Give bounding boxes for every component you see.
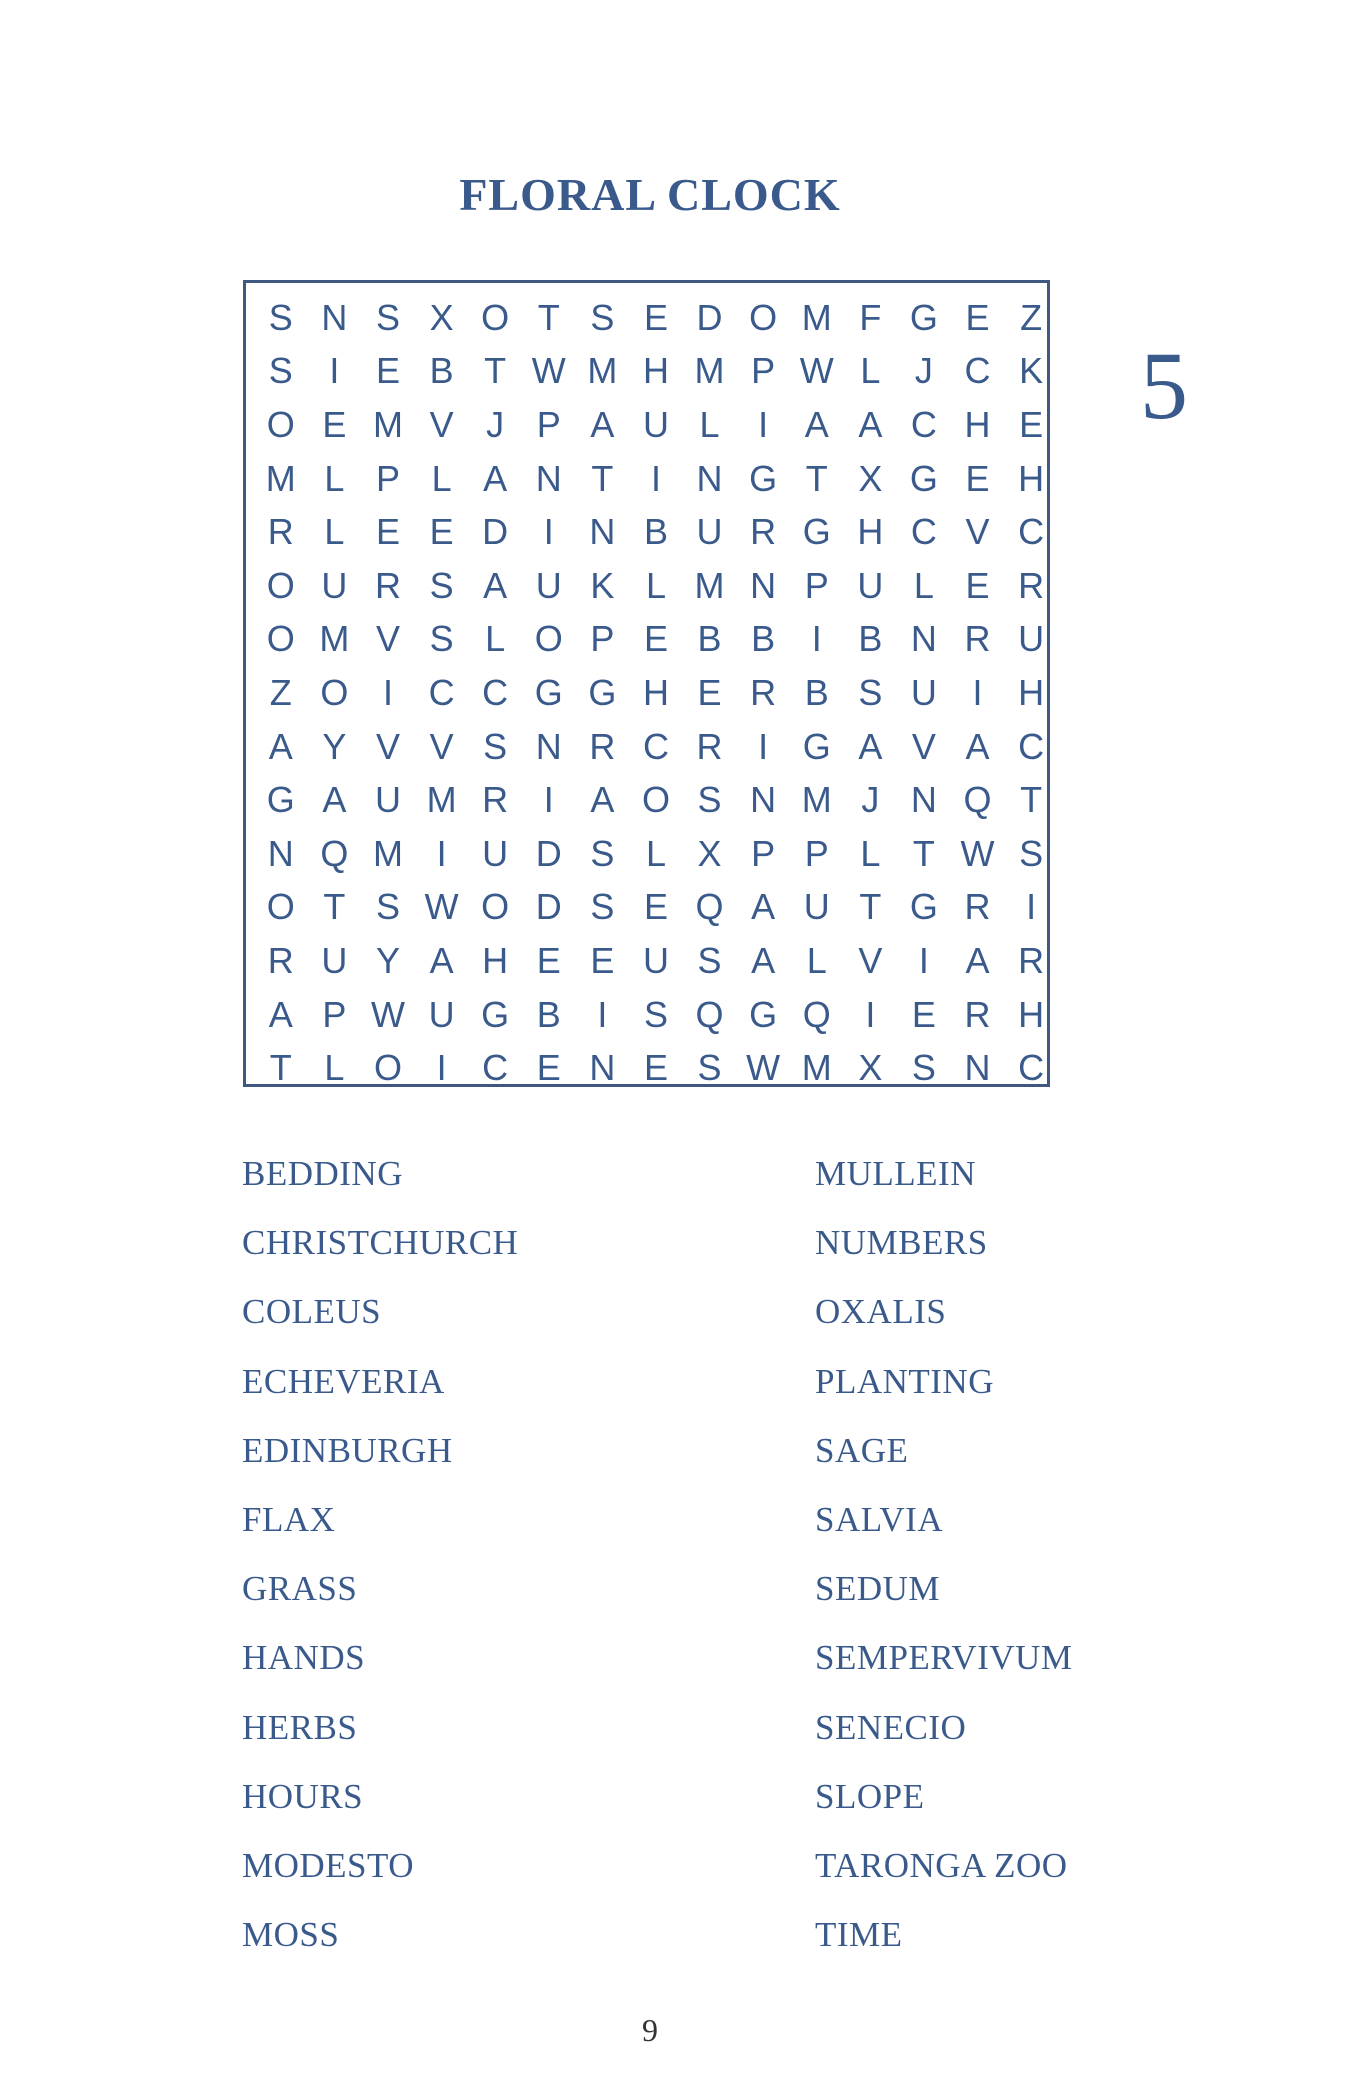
word-list-item: COLEUS: [242, 1292, 382, 1332]
grid-cell[interactable]: V: [375, 618, 400, 660]
grid-cell[interactable]: J: [486, 403, 505, 445]
grid-cell[interactable]: T: [859, 886, 882, 928]
grid-cell[interactable]: Y: [375, 939, 400, 981]
word-list-item: MULLEIN: [815, 1154, 976, 1193]
grid-cell[interactable]: A: [322, 779, 347, 821]
grid-cell[interactable]: S: [697, 1047, 722, 1089]
grid-cell[interactable]: T: [1020, 779, 1043, 821]
grid-cell[interactable]: C: [964, 350, 991, 392]
grid-cell[interactable]: I: [436, 1047, 447, 1089]
grid-cell[interactable]: C: [642, 725, 669, 767]
grid-cell[interactable]: I: [329, 350, 340, 392]
grid-cell[interactable]: C: [910, 403, 937, 445]
grid-cell[interactable]: T: [269, 1047, 292, 1089]
grid-cell[interactable]: I: [865, 993, 876, 1035]
grid-cell[interactable]: U: [696, 511, 723, 553]
grid-cell[interactable]: O: [534, 618, 563, 660]
grid-cell[interactable]: O: [266, 618, 295, 660]
grid-cell[interactable]: R: [696, 725, 723, 767]
grid-cell[interactable]: N: [696, 457, 723, 499]
grid-cell[interactable]: S: [429, 618, 454, 660]
grid-cell[interactable]: C: [1018, 1047, 1045, 1089]
grid-cell[interactable]: G: [909, 296, 938, 338]
grid-cell[interactable]: A: [858, 725, 883, 767]
grid-cell[interactable]: E: [375, 511, 400, 553]
grid-cell[interactable]: Q: [802, 993, 831, 1035]
grid-cell[interactable]: E: [965, 296, 990, 338]
grid-cell[interactable]: A: [590, 403, 615, 445]
grid-cell[interactable]: P: [751, 350, 776, 392]
grid-cell[interactable]: A: [804, 403, 829, 445]
grid-cell[interactable]: Q: [320, 832, 349, 874]
grid-cell[interactable]: G: [266, 779, 295, 821]
grid-cell[interactable]: I: [543, 511, 554, 553]
grid-cell[interactable]: G: [749, 457, 778, 499]
grid-cell[interactable]: R: [964, 993, 991, 1035]
grid-cell[interactable]: N: [910, 779, 937, 821]
grid-cell[interactable]: E: [965, 457, 990, 499]
grid-cell[interactable]: E: [1019, 403, 1044, 445]
grid-cell[interactable]: T: [537, 296, 560, 338]
grid-cell[interactable]: S: [858, 671, 883, 713]
word-list-left: [242, 1148, 518, 1978]
grid-cell[interactable]: R: [964, 618, 991, 660]
grid-cell[interactable]: R: [267, 939, 294, 981]
grid-cell[interactable]: P: [536, 403, 561, 445]
grid-cell[interactable]: L: [324, 457, 345, 499]
grid-cell[interactable]: U: [428, 993, 455, 1035]
grid-cell[interactable]: H: [642, 671, 669, 713]
grid-cell[interactable]: O: [373, 1047, 402, 1089]
grid-cell[interactable]: U: [857, 564, 884, 606]
grid-cell[interactable]: C: [482, 1047, 509, 1089]
grid-cell[interactable]: A: [858, 403, 883, 445]
grid-cell[interactable]: L: [913, 564, 934, 606]
grid-cell[interactable]: X: [858, 1047, 883, 1089]
grid-cell[interactable]: A: [965, 725, 990, 767]
word-list-item: BEDDING: [242, 1154, 403, 1193]
grid-cell[interactable]: S: [697, 939, 722, 981]
grid-cell[interactable]: T: [323, 886, 346, 928]
grid-cell[interactable]: U: [374, 779, 401, 821]
grid-cell[interactable]: C: [428, 671, 455, 713]
grid-cell[interactable]: G: [802, 511, 831, 553]
grid-cell[interactable]: G: [588, 671, 617, 713]
grid-cell[interactable]: L: [485, 618, 506, 660]
grid-cell[interactable]: V: [911, 725, 936, 767]
grid-cell[interactable]: B: [858, 618, 883, 660]
grid-cell[interactable]: G: [481, 993, 510, 1035]
word-list-item: NUMBERS: [815, 1223, 988, 1263]
grid-cell[interactable]: T: [484, 350, 507, 392]
grid-cell[interactable]: S: [643, 993, 668, 1035]
grid-cell[interactable]: B: [751, 618, 776, 660]
grid-cell[interactable]: X: [697, 832, 722, 874]
grid-cell[interactable]: I: [650, 457, 661, 499]
grid-cell[interactable]: G: [802, 725, 831, 767]
grid-cell[interactable]: S: [375, 886, 400, 928]
grid-cell[interactable]: R: [374, 564, 401, 606]
grid-cell[interactable]: D: [696, 296, 723, 338]
grid-cell[interactable]: A: [483, 564, 508, 606]
grid-cell[interactable]: P: [375, 457, 400, 499]
grid-cell[interactable]: H: [482, 939, 509, 981]
grid-cell[interactable]: O: [749, 296, 778, 338]
grid-cell[interactable]: M: [319, 618, 350, 660]
grid-cell[interactable]: N: [910, 618, 937, 660]
grid-cell[interactable]: R: [482, 779, 509, 821]
grid-cell[interactable]: E: [697, 671, 722, 713]
grid-cell[interactable]: U: [642, 939, 669, 981]
grid-cell[interactable]: X: [858, 457, 883, 499]
grid-cell[interactable]: R: [750, 511, 777, 553]
grid-cell[interactable]: D: [535, 886, 562, 928]
grid-cell[interactable]: M: [801, 296, 832, 338]
grid-cell[interactable]: P: [322, 993, 347, 1035]
grid-cell[interactable]: N: [750, 779, 777, 821]
grid-cell[interactable]: M: [801, 1047, 832, 1089]
grid-cell[interactable]: T: [805, 457, 828, 499]
grid-cell[interactable]: S: [590, 296, 615, 338]
grid-cell[interactable]: Q: [695, 886, 724, 928]
word-list-item: HANDS: [242, 1638, 366, 1678]
grid-cell[interactable]: W: [960, 832, 995, 874]
grid-cell[interactable]: E: [643, 886, 668, 928]
grid-cell[interactable]: G: [534, 671, 563, 713]
grid-cell[interactable]: S: [483, 725, 508, 767]
grid-cell[interactable]: S: [697, 779, 722, 821]
grid-cell[interactable]: P: [590, 618, 615, 660]
grid-cell[interactable]: O: [266, 403, 295, 445]
grid-cell[interactable]: E: [429, 511, 454, 553]
grid-cell[interactable]: E: [643, 1047, 668, 1089]
grid-cell[interactable]: L: [860, 832, 881, 874]
word-list-item: HOURS: [242, 1776, 364, 1816]
puzzle-number: 5: [1140, 332, 1188, 439]
grid-cell[interactable]: T: [591, 457, 614, 499]
grid-cell[interactable]: I: [811, 618, 822, 660]
grid-cell[interactable]: Q: [695, 993, 724, 1035]
grid-cell[interactable]: L: [860, 350, 881, 392]
grid-cell[interactable]: I: [436, 832, 447, 874]
grid-cell[interactable]: L: [324, 511, 345, 553]
grid-cell[interactable]: O: [481, 296, 510, 338]
grid-cell[interactable]: U: [535, 564, 562, 606]
grid-cell[interactable]: K: [590, 564, 615, 606]
grid-cell[interactable]: H: [1018, 671, 1045, 713]
grid-cell[interactable]: N: [589, 1047, 616, 1089]
grid-cell[interactable]: I: [597, 993, 608, 1035]
word-list-item: FLAX: [242, 1499, 336, 1539]
word-list-item: ECHEVERIA: [242, 1361, 445, 1401]
grid-cell[interactable]: E: [375, 350, 400, 392]
word-list-item: PLANTING: [815, 1361, 994, 1401]
grid-cell[interactable]: S: [429, 564, 454, 606]
grid-cell[interactable]: N: [589, 511, 616, 553]
grid-cell[interactable]: A: [751, 886, 776, 928]
grid-cell[interactable]: N: [535, 725, 562, 767]
grid-cell[interactable]: E: [965, 564, 990, 606]
grid-cell[interactable]: R: [1018, 939, 1045, 981]
grid-cell[interactable]: S: [590, 886, 615, 928]
grid-cell[interactable]: O: [641, 779, 670, 821]
grid-cell[interactable]: O: [481, 886, 510, 928]
grid-cell[interactable]: N: [964, 1047, 991, 1089]
grid-cell[interactable]: C: [910, 511, 937, 553]
grid-cell[interactable]: E: [911, 993, 936, 1035]
word-list-item: EDINBURGH: [242, 1430, 453, 1470]
grid-cell[interactable]: M: [372, 403, 403, 445]
grid-cell[interactable]: Z: [269, 671, 292, 713]
grid-cell[interactable]: V: [429, 725, 454, 767]
grid-cell[interactable]: S: [268, 350, 293, 392]
grid-cell[interactable]: C: [1018, 511, 1045, 553]
grid-cell[interactable]: W: [746, 1047, 781, 1089]
grid-cell[interactable]: N: [750, 564, 777, 606]
grid-cell[interactable]: S: [268, 296, 293, 338]
grid-cell[interactable]: V: [375, 725, 400, 767]
grid-cell[interactable]: I: [382, 671, 393, 713]
grid-cell[interactable]: L: [431, 457, 452, 499]
grid-cell[interactable]: I: [758, 725, 769, 767]
grid-cell[interactable]: U: [321, 564, 348, 606]
grid-cell[interactable]: Z: [1020, 296, 1043, 338]
grid-cell[interactable]: G: [909, 886, 938, 928]
grid-cell[interactable]: B: [697, 618, 722, 660]
grid-cell[interactable]: D: [535, 832, 562, 874]
grid-cell[interactable]: E: [536, 1047, 561, 1089]
grid-cell[interactable]: B: [804, 671, 829, 713]
puzzle-title: FLORAL CLOCK: [459, 169, 841, 220]
grid-cell[interactable]: U: [321, 939, 348, 981]
grid-cell[interactable]: H: [1018, 457, 1045, 499]
grid-cell[interactable]: M: [587, 350, 618, 392]
grid-cell[interactable]: L: [806, 939, 827, 981]
grid-cell[interactable]: A: [751, 939, 776, 981]
word-list-item: GRASS: [242, 1569, 358, 1609]
grid-cell[interactable]: Y: [322, 725, 347, 767]
word-list-item: MOSS: [242, 1915, 340, 1955]
grid-cell[interactable]: F: [859, 296, 882, 338]
grid-cell[interactable]: R: [964, 886, 991, 928]
grid-cell[interactable]: A: [965, 939, 990, 981]
grid-cell[interactable]: N: [267, 832, 294, 874]
grid-cell[interactable]: P: [804, 832, 829, 874]
word-list-item: SEDUM: [815, 1569, 941, 1609]
grid-cell[interactable]: O: [266, 886, 295, 928]
grid-cell[interactable]: G: [909, 457, 938, 499]
word-list-item: SALVIA: [815, 1499, 944, 1539]
grid-cell[interactable]: S: [375, 296, 400, 338]
grid-cell[interactable]: B: [429, 350, 454, 392]
grid-cell[interactable]: M: [265, 457, 296, 499]
grid-cell[interactable]: C: [482, 671, 509, 713]
grid-cell[interactable]: X: [429, 296, 454, 338]
grid-cell[interactable]: J: [914, 350, 933, 392]
grid-cell[interactable]: R: [1018, 564, 1045, 606]
grid-cell[interactable]: O: [266, 564, 295, 606]
grid-cell[interactable]: E: [643, 296, 668, 338]
grid-cell[interactable]: M: [694, 564, 725, 606]
grid-cell[interactable]: W: [531, 350, 566, 392]
grid-cell[interactable]: S: [1019, 832, 1044, 874]
grid-cell[interactable]: U: [642, 403, 669, 445]
grid-cell[interactable]: L: [324, 1047, 345, 1089]
grid-cell[interactable]: Q: [963, 779, 992, 821]
grid-cell[interactable]: B: [536, 993, 561, 1035]
grid-cell[interactable]: K: [1019, 350, 1044, 392]
grid-cell[interactable]: R: [750, 671, 777, 713]
grid-cell[interactable]: U: [910, 671, 937, 713]
grid-cell[interactable]: O: [320, 671, 349, 713]
grid-cell[interactable]: H: [964, 403, 991, 445]
page-number: 9: [642, 2012, 658, 2048]
grid-cell[interactable]: W: [370, 993, 405, 1035]
grid-cell[interactable]: E: [322, 403, 347, 445]
word-list-item: HERBS: [242, 1707, 358, 1747]
word-list-item: SAGE: [815, 1430, 909, 1470]
grid-cell[interactable]: A: [268, 725, 293, 767]
grid-cell[interactable]: A: [483, 457, 508, 499]
word-list-item: CHRISTCHURCH: [242, 1223, 519, 1263]
grid-cell[interactable]: D: [482, 511, 509, 553]
grid-cell[interactable]: I: [543, 779, 554, 821]
grid-cell[interactable]: N: [321, 296, 348, 338]
grid-cell[interactable]: E: [590, 939, 615, 981]
grid-cell[interactable]: U: [482, 832, 509, 874]
grid-cell[interactable]: U: [803, 886, 830, 928]
grid-cell[interactable]: A: [590, 779, 615, 821]
grid-cell[interactable]: S: [590, 832, 615, 874]
grid-cell[interactable]: L: [645, 564, 666, 606]
grid-cell[interactable]: B: [643, 511, 668, 553]
grid-cell[interactable]: L: [699, 403, 720, 445]
grid-cell[interactable]: I: [758, 403, 769, 445]
grid-cell[interactable]: L: [645, 832, 666, 874]
word-list-item: MODESTO: [242, 1845, 415, 1885]
grid-cell[interactable]: G: [749, 993, 778, 1035]
grid-cell[interactable]: C: [1018, 725, 1045, 767]
grid-cell[interactable]: W: [424, 886, 459, 928]
grid-cell[interactable]: R: [267, 511, 294, 553]
word-list-item: OXALIS: [815, 1292, 947, 1332]
grid-cell[interactable]: P: [751, 832, 776, 874]
word-list-item: TIME: [815, 1915, 903, 1955]
grid-cell[interactable]: V: [429, 403, 454, 445]
grid-cell[interactable]: T: [912, 832, 935, 874]
grid-cell[interactable]: M: [372, 832, 403, 874]
word-search-grid: [243, 280, 1050, 1087]
grid-cell[interactable]: U: [1018, 618, 1045, 660]
grid-cell[interactable]: V: [965, 511, 990, 553]
grid-cell[interactable]: V: [858, 939, 883, 981]
grid-cell[interactable]: A: [268, 993, 293, 1035]
grid-cell[interactable]: I: [1026, 886, 1037, 928]
grid-cell[interactable]: M: [426, 779, 457, 821]
word-list-item: TARONGA ZOO: [815, 1845, 1068, 1885]
grid-cell[interactable]: I: [918, 939, 929, 981]
word-list-item: SLOPE: [815, 1776, 925, 1816]
grid-cell[interactable]: J: [861, 779, 880, 821]
grid-cell[interactable]: W: [799, 350, 834, 392]
grid-cell[interactable]: M: [801, 779, 832, 821]
grid-cell[interactable]: P: [804, 564, 829, 606]
grid-cell[interactable]: H: [1018, 993, 1045, 1035]
grid-cell[interactable]: R: [589, 725, 616, 767]
grid-cell[interactable]: N: [535, 457, 562, 499]
grid-cell[interactable]: E: [536, 939, 561, 981]
grid-cell[interactable]: H: [857, 511, 884, 553]
word-list-right: [815, 1148, 1072, 1978]
word-list-item: SEMPERVIVUM: [815, 1638, 1073, 1678]
grid-cell[interactable]: M: [694, 350, 725, 392]
grid-cell[interactable]: E: [643, 618, 668, 660]
letter-grid: [254, 291, 1058, 1095]
word-list-item: SENECIO: [815, 1707, 967, 1747]
grid-cell[interactable]: A: [429, 939, 454, 981]
grid-cell[interactable]: I: [972, 671, 983, 713]
grid-cell[interactable]: S: [911, 1047, 936, 1089]
grid-cell[interactable]: H: [642, 350, 669, 392]
